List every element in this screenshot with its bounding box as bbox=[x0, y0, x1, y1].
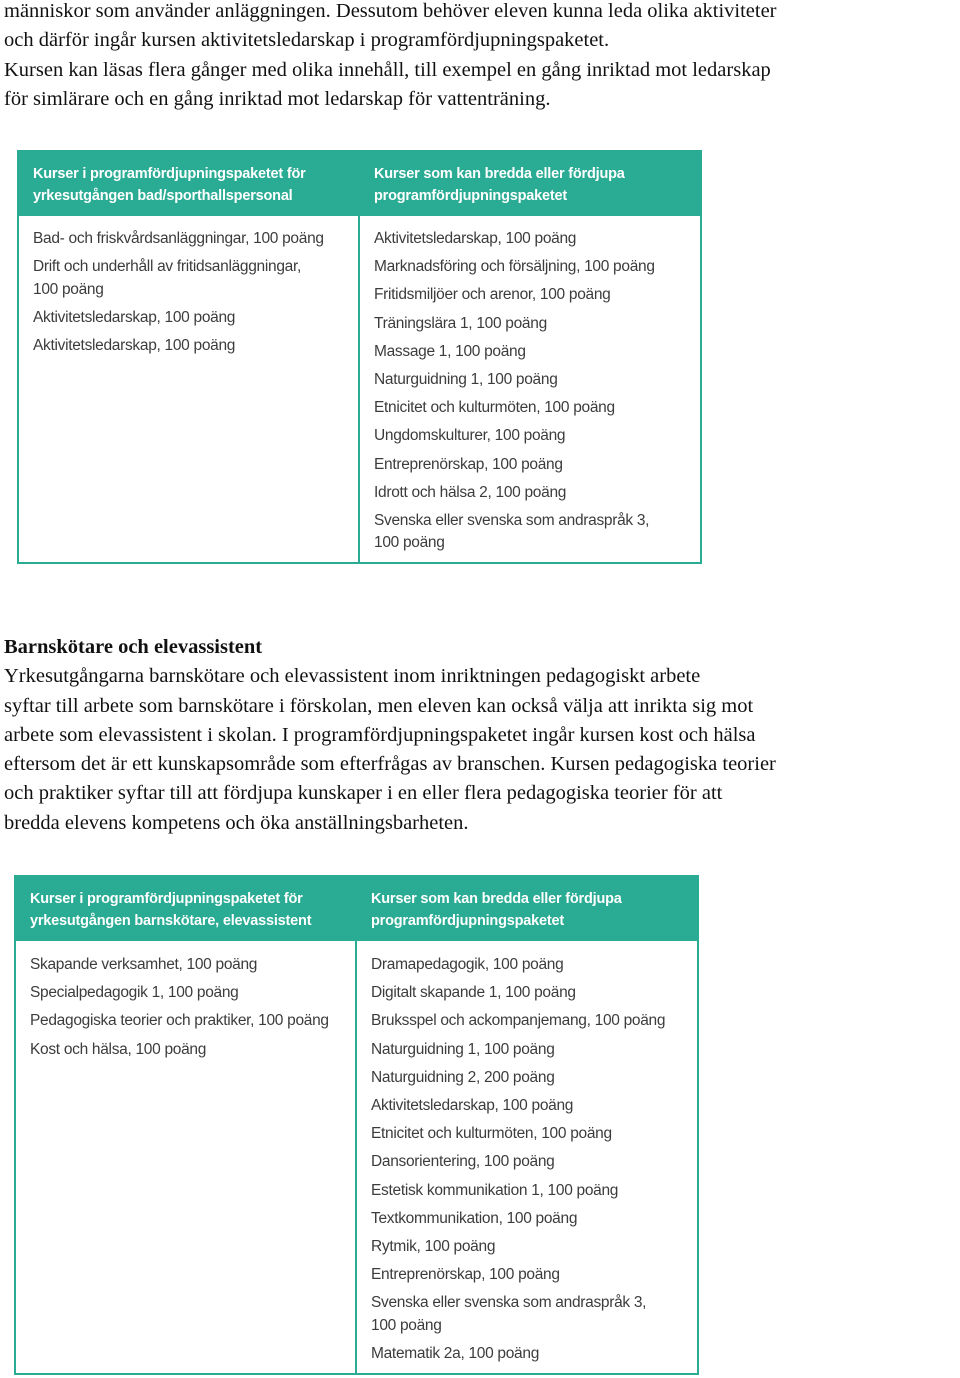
course-item-text: Entreprenörskap, 100 poäng bbox=[374, 455, 563, 473]
intro-line: människor som använder anläggningen. Dessutom behöver eleven kunna leda olika aktiviteter bbox=[4, 0, 777, 22]
course-item bbox=[374, 228, 694, 251]
course-item bbox=[374, 369, 694, 392]
course-item bbox=[33, 307, 352, 330]
right-column bbox=[360, 152, 700, 562]
course-item bbox=[371, 1292, 691, 1337]
course-item bbox=[374, 482, 694, 505]
header-line: programfördjupningspaketet bbox=[371, 913, 564, 929]
course-item-text: Fritidsmiljöer och arenor, 100 poäng bbox=[374, 286, 611, 304]
section-barnskotare bbox=[4, 633, 958, 838]
course-item bbox=[33, 335, 352, 358]
course-item-text: Naturguidning 1, 100 poäng bbox=[371, 1040, 555, 1058]
course-item-text: Träningslära 1, 100 poäng bbox=[374, 314, 547, 332]
course-item-text: Estetisk kommunikation 1, 100 poäng bbox=[371, 1181, 619, 1199]
intro-line: och därför ingår kursen aktivitetsledarskap i programfördjupningspaketet. bbox=[4, 29, 610, 52]
course-item bbox=[30, 954, 349, 977]
course-item bbox=[30, 1039, 349, 1062]
course-item-text: Digitalt skapande 1, 100 poäng bbox=[371, 984, 576, 1002]
course-item bbox=[371, 1010, 691, 1033]
left-column-header bbox=[19, 152, 360, 216]
course-item-text: Dansorientering, 100 poäng bbox=[371, 1153, 555, 1171]
course-item bbox=[371, 954, 691, 977]
course-item bbox=[374, 510, 694, 555]
course-item-text: Rytmik, 100 poäng bbox=[371, 1237, 496, 1255]
section-line: eftersom det är ett kunskapsområde som efterfrågas av branschen. Kursen pedagogiska teorier bbox=[4, 753, 776, 776]
course-item bbox=[371, 1151, 691, 1174]
course-item bbox=[374, 397, 694, 420]
section-heading: Barnskötare och elevassistent bbox=[4, 636, 263, 658]
section-line: syftar till arbete som barnskötare i förskolan, men eleven kan också välja att inrikta sig mot bbox=[4, 694, 754, 717]
course-item-text: Svenska eller svenska som andraspråk 3, bbox=[374, 511, 650, 529]
right-column-header bbox=[360, 152, 700, 216]
course-item-text: Aktivitetsledarskap, 100 poäng bbox=[371, 1096, 574, 1114]
course-item-text: Naturguidning 2, 200 poäng bbox=[371, 1068, 555, 1086]
header-line: Kurser i programfördjupningspaketet för bbox=[30, 891, 303, 907]
course-item bbox=[374, 341, 694, 364]
course-item-text: Idrott och hälsa 2, 100 poäng bbox=[374, 483, 567, 501]
course-item bbox=[371, 1039, 691, 1062]
course-item-text: 100 poäng bbox=[371, 1316, 442, 1334]
header-line: Kurser i programfördjupningspaketet för bbox=[33, 166, 306, 182]
left-column bbox=[19, 152, 360, 562]
course-item-text: Aktivitetsledarskap, 100 poäng bbox=[33, 308, 236, 326]
course-item bbox=[33, 256, 352, 301]
course-item-text: Matematik 2a, 100 poäng bbox=[371, 1344, 540, 1362]
course-item-text: 100 poäng bbox=[33, 280, 104, 298]
course-item-text: Marknadsföring och försäljning, 100 poäng bbox=[374, 258, 655, 276]
course-item bbox=[30, 982, 349, 1005]
left-column-header bbox=[16, 877, 357, 941]
course-item-text: Pedagogiska teorier och praktiker, 100 poäng bbox=[30, 1012, 329, 1030]
course-item-text: Ungdomskulturer, 100 poäng bbox=[374, 427, 566, 445]
course-item bbox=[374, 313, 694, 336]
course-item-text: Svenska eller svenska som andraspråk 3, bbox=[371, 1294, 647, 1312]
course-item bbox=[374, 256, 694, 279]
course-item-text: Specialpedagogik 1, 100 poäng bbox=[30, 984, 239, 1002]
intro-line: för simlärare och en gång inriktad mot ledarskap för vattenträning. bbox=[4, 87, 551, 110]
course-item-text: Aktivitetsledarskap, 100 poäng bbox=[374, 230, 577, 247]
right-column bbox=[357, 877, 697, 1373]
course-item-text: Massage 1, 100 poäng bbox=[374, 342, 526, 360]
section-line: Yrkesutgångarna barnskötare och elevassistent inom inriktningen pedagogiskt arbete bbox=[4, 665, 701, 688]
course-item bbox=[371, 1095, 691, 1118]
header-line: yrkesutgången bad/sporthallspersonal bbox=[33, 188, 293, 204]
course-item bbox=[371, 1236, 691, 1259]
section-line: arbete som elevassistent i skolan. I programfördjupningspaketet ingår kursen kost och hälsa bbox=[4, 723, 756, 746]
course-item bbox=[33, 228, 352, 251]
course-table-barnskotare bbox=[14, 875, 699, 1375]
header-line: Kurser som kan bredda eller fördjupa bbox=[371, 891, 622, 907]
course-item-text: Drift och underhåll av fritidsanläggningar, bbox=[33, 258, 301, 276]
course-item bbox=[371, 1208, 691, 1231]
course-item-text: Aktivitetsledarskap, 100 poäng bbox=[33, 337, 236, 355]
course-table-bad-sporthall bbox=[17, 150, 702, 564]
section-line: bredda elevens kompetens och öka anställningsbarheten. bbox=[4, 811, 469, 834]
course-item bbox=[374, 284, 694, 307]
intro-paragraph bbox=[4, 0, 958, 114]
intro-line: Kursen kan läsas flera gånger med olika innehåll, till exempel en gång inriktad mot ledarskap bbox=[4, 58, 771, 81]
right-course-list bbox=[374, 228, 694, 561]
course-item bbox=[374, 425, 694, 448]
course-item-text: Bruksspel och ackompanjemang, 100 poäng bbox=[371, 1012, 666, 1030]
course-item-text: 100 poäng bbox=[374, 534, 445, 552]
course-item-text: Naturguidning 1, 100 poäng bbox=[374, 370, 558, 388]
course-item-text: Dramapedagogik, 100 poäng bbox=[371, 956, 564, 973]
right-column-header bbox=[357, 877, 697, 941]
course-item bbox=[371, 1343, 691, 1366]
header-line: Kurser som kan bredda eller fördjupa bbox=[374, 166, 625, 182]
section-line: och praktiker syftar till att fördjupa kunskaper i en eller flera pedagogiska teorier för att bbox=[4, 782, 723, 805]
course-item-text: Kost och hälsa, 100 poäng bbox=[30, 1040, 207, 1058]
course-item bbox=[374, 454, 694, 477]
left-course-list bbox=[33, 228, 352, 363]
course-item bbox=[371, 1067, 691, 1090]
course-item bbox=[371, 1264, 691, 1287]
course-item bbox=[30, 1010, 349, 1033]
header-line: yrkesutgången barnskötare, elevassistent bbox=[30, 913, 312, 929]
right-course-list bbox=[371, 954, 691, 1371]
course-item bbox=[371, 1180, 691, 1203]
course-item-text: Etnicitet och kulturmöten, 100 poäng bbox=[374, 399, 615, 417]
left-course-list bbox=[30, 954, 349, 1067]
course-item-text: Textkommunikation, 100 poäng bbox=[371, 1209, 578, 1227]
course-item-text: Entreprenörskap, 100 poäng bbox=[371, 1266, 560, 1284]
left-column bbox=[16, 877, 357, 1373]
course-item bbox=[371, 982, 691, 1005]
course-item-text: Skapande verksamhet, 100 poäng bbox=[30, 956, 258, 973]
course-item bbox=[371, 1123, 691, 1146]
course-item-text: Etnicitet och kulturmöten, 100 poäng bbox=[371, 1125, 612, 1143]
header-line: programfördjupningspaketet bbox=[374, 188, 567, 204]
course-item-text: Bad- och friskvårdsanläggningar, 100 poäng bbox=[33, 230, 324, 247]
